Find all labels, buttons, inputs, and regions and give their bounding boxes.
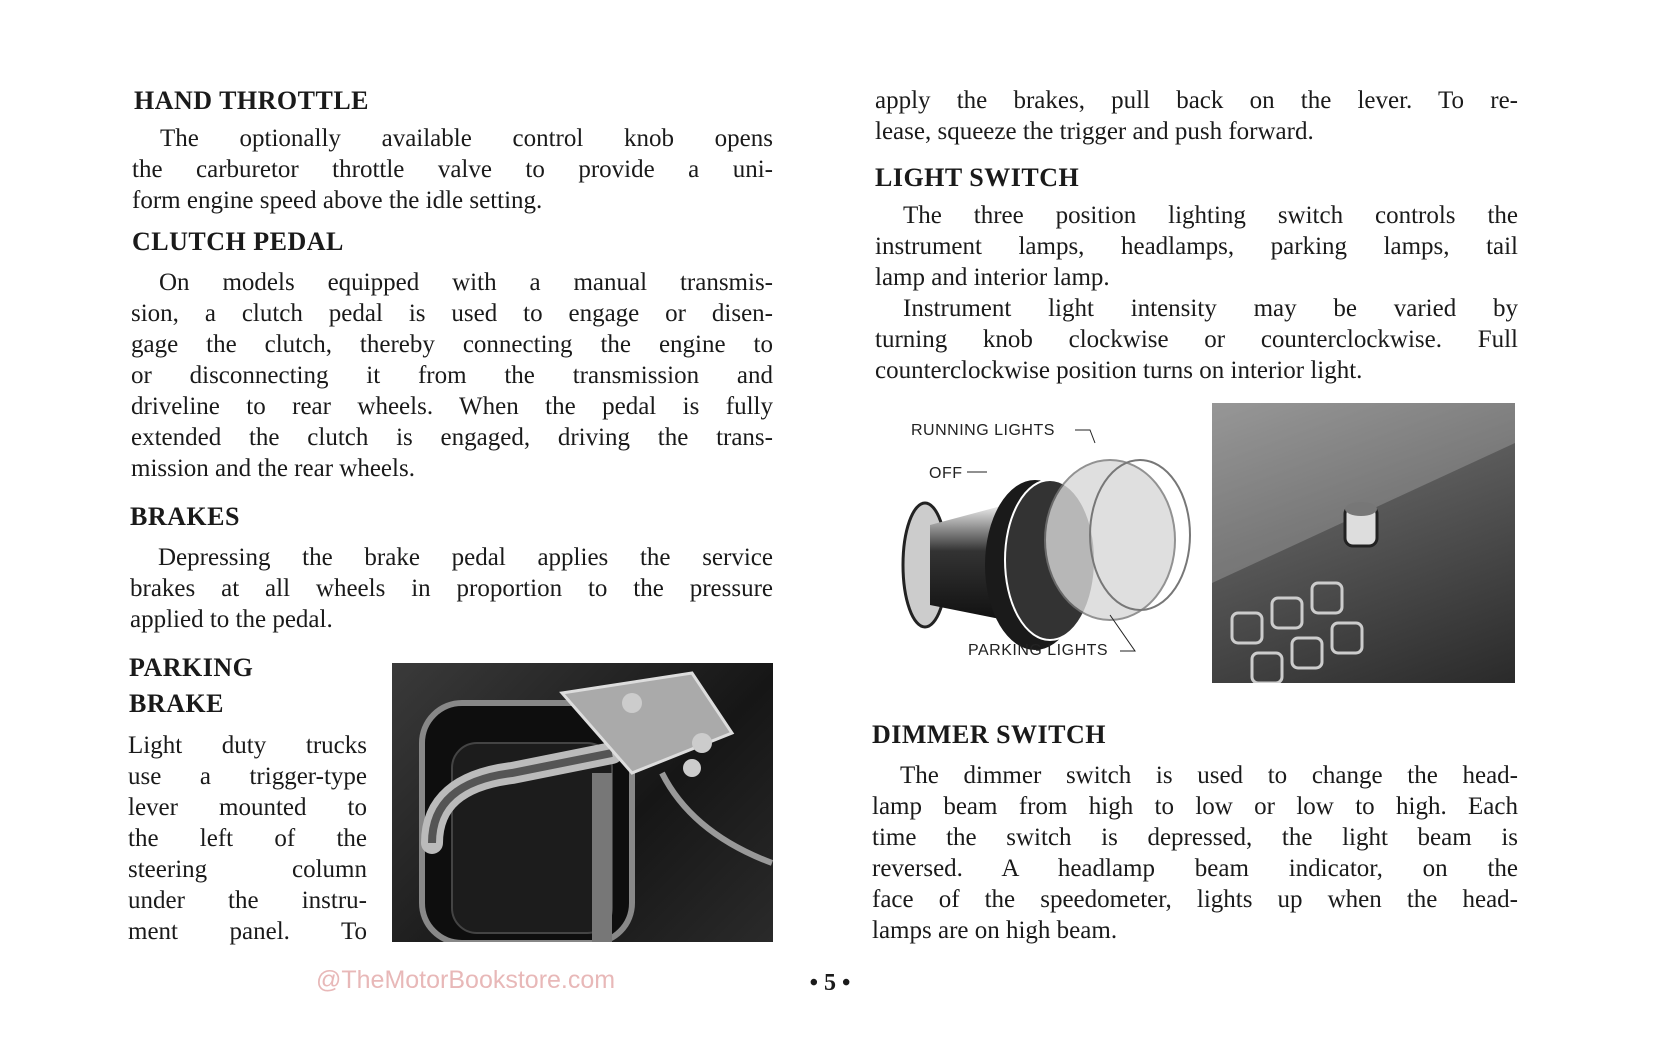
heading-brake: BRAKE: [129, 689, 224, 718]
text-line: mission and the rear wheels.: [131, 455, 415, 482]
text-line: driveline to rear wheels. When the pedal is fully: [131, 393, 773, 420]
text-line: the carburetor throttle valve to provide a uni-: [132, 156, 773, 183]
text-line: instrument lamps, headlamps, parking lamps, tail: [875, 233, 1518, 260]
paragraph-dimmer-switch: [872, 760, 1518, 946]
label-parking-lights: PARKING LIGHTS: [968, 642, 1109, 659]
text-line: Depressing the brake pedal applies the service: [158, 544, 773, 571]
paragraph-parking-brake: [128, 730, 367, 947]
heading-dimmer-switch: DIMMER SWITCH: [872, 720, 1107, 749]
paragraph-clutch-pedal: [131, 267, 773, 484]
text-line: use a trigger-type: [128, 763, 367, 790]
text-line: The dimmer switch is used to change the head-: [900, 762, 1518, 789]
light-switch-diagram: [895, 415, 1195, 680]
text-line: turning knob clockwise or counterclockwise. Full: [875, 326, 1518, 353]
paragraph-brakes: [130, 542, 773, 635]
text-line: apply the brakes, pull back on the lever. To re-: [875, 87, 1518, 114]
text-line: lever mounted to: [128, 794, 367, 821]
text-line: or disconnecting it from the transmission and: [131, 362, 773, 389]
heading-light-switch: LIGHT SWITCH: [875, 163, 1080, 192]
heading-clutch-pedal: CLUTCH PEDAL: [132, 227, 344, 256]
text-line: Light duty trucks: [128, 732, 367, 759]
text-line: gage the clutch, thereby connecting the engine to: [131, 331, 773, 358]
text-line: time the switch is depressed, the light beam is: [872, 824, 1518, 851]
text-line: On models equipped with a manual transmis-: [159, 269, 773, 296]
heading-parking: PARKING: [129, 653, 254, 682]
text-line: lease, squeeze the trigger and push forward.: [875, 118, 1314, 145]
text-line: face of the speedometer, lights up when the head-: [872, 886, 1518, 913]
page-number: • 5 •: [809, 970, 851, 996]
paragraph-hand-throttle: [132, 123, 773, 216]
heading-hand-throttle: HAND THROTTLE: [134, 86, 370, 115]
text-line: applied to the pedal.: [130, 606, 333, 633]
text-line: The three position lighting switch controls the: [903, 202, 1518, 229]
text-line: extended the clutch is engaged, driving the trans-: [131, 424, 773, 451]
text-line: form engine speed above the idle setting.: [132, 187, 543, 214]
text-line: steering column: [128, 856, 367, 883]
paragraph-instrument-light: [875, 293, 1518, 386]
text-line: ment panel. To: [128, 918, 367, 945]
text-line: lamp and interior lamp.: [875, 264, 1110, 291]
label-running-lights: RUNNING LIGHTS: [911, 422, 1055, 439]
text-line: counterclockwise position turns on interior light.: [875, 357, 1363, 384]
paragraph-parking-brake-continued: [875, 85, 1518, 147]
text-line: lamp beam from high to low or low to high. Each: [872, 793, 1518, 820]
text-line: lamps are on high beam.: [872, 917, 1118, 944]
paragraph-light-switch: [875, 200, 1518, 293]
text-line: reversed. A headlamp beam indicator, on the: [872, 855, 1518, 882]
text-line: the left of the: [128, 825, 367, 852]
text-line: brakes at all wheels in proportion to the pressure: [130, 575, 773, 602]
dimmer-switch-photo: [1212, 403, 1515, 683]
text-line: Instrument light intensity may be varied by: [903, 295, 1518, 322]
heading-brakes: BRAKES: [130, 502, 240, 531]
text-line: under the instru-: [128, 887, 367, 914]
label-off: OFF: [929, 465, 963, 482]
text-line: sion, a clutch pedal is used to engage or disen-: [131, 300, 773, 327]
parking-brake-photo: [392, 663, 773, 942]
watermark: @TheMotorBookstore.com: [316, 966, 616, 994]
text-line: The optionally available control knob opens: [160, 125, 773, 152]
